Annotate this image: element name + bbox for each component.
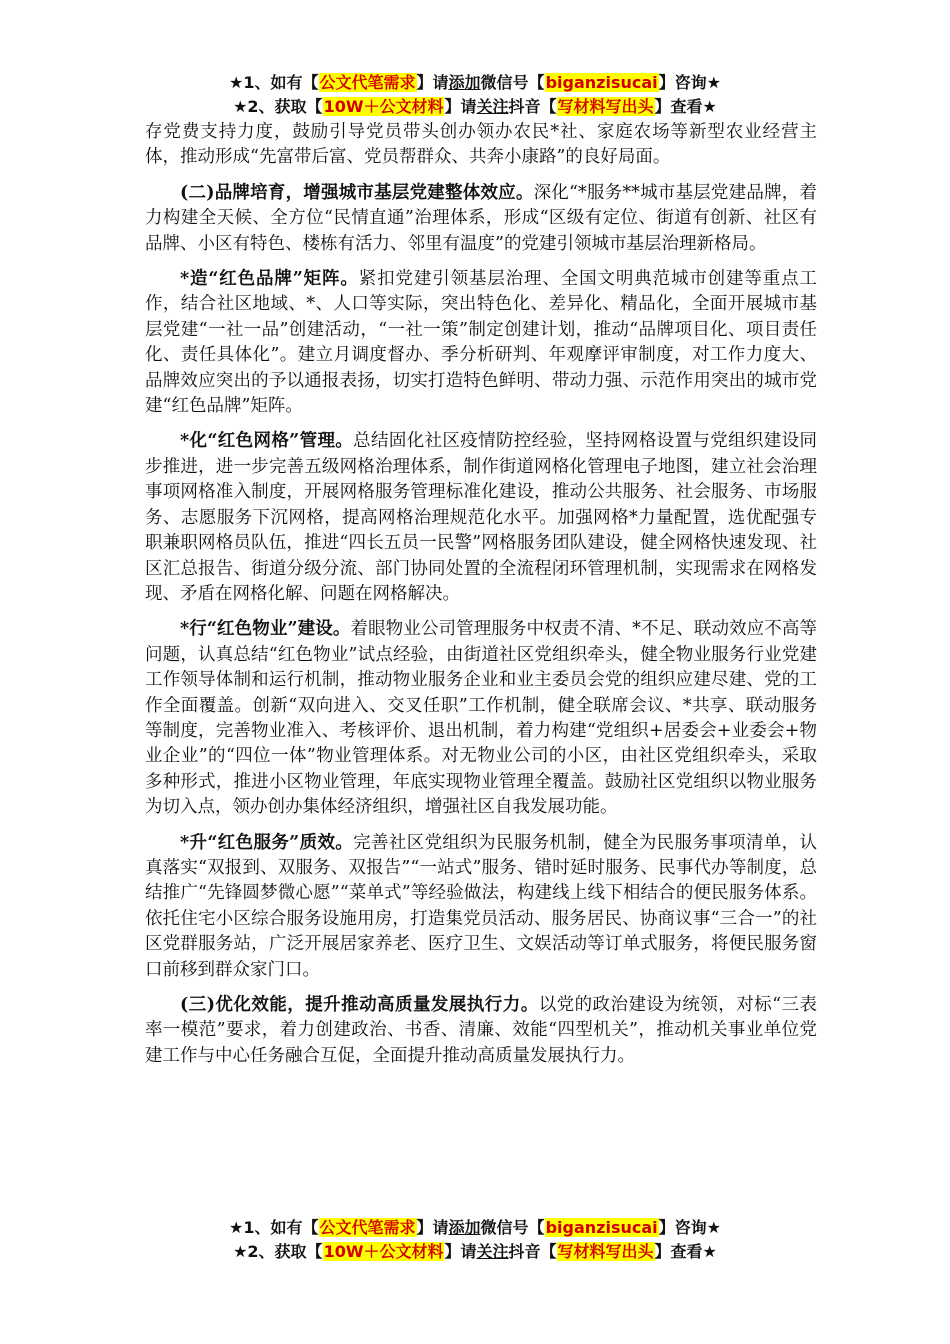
banner-highlight: 写材料写出头	[557, 97, 654, 116]
paragraph-heading: (三)优化效能，提升推动高质量发展执行力。	[180, 995, 539, 1015]
paragraph-heading: *化“红色网格”管理。	[180, 431, 354, 452]
paragraph-heading: *造“红色品牌”矩阵。	[180, 269, 359, 290]
banner-text: 】请	[444, 97, 477, 116]
banner-underlined: 添加	[448, 1218, 481, 1237]
banner-text: 】查看★	[654, 1242, 717, 1261]
paragraph-heading: (二)品牌培育，增强城市基层党建整体效应。	[180, 182, 534, 203]
banner-text: 微信号【	[480, 1218, 545, 1237]
header-banner	[0, 71, 950, 119]
paragraph-body: 以党的政治建设为统领，对标“三表率一模范”要求，着力创建政治、书香、清廉、效能“四型机关”，推动机关事业单位党建工作与中心任务融合互促，全面提升推动高质量发展执行力。	[145, 995, 818, 1066]
banner-highlight: biganzisucai	[545, 1218, 658, 1237]
paragraph-body: 总结固化社区疫情防控经验，坚持网格设置与党组织建设同步推进，进一步完善五级网格治理体系，制作街道网格化管理电子地图，建立社会治理事项网格准入制度，开展网格服务管理标准化建设，推动公共服务、社会服务、市场服务、志愿服务下沉网格，提高网格治理规范化水平。加强网格*力量配置，选优配强专职兼职网格员队伍，推进“四长五员一民警”网格服务团队建设，健全网格快速发现、社区汇总报告、街道分级分流、部门协同处置的全流程闭环管理机制，实现需求在网格发现、矛盾在网格化解、问题在网格解决。	[145, 431, 817, 604]
banner-text: 】咨询★	[658, 73, 721, 92]
banner-text: 】咨询★	[658, 1218, 721, 1237]
banner-underlined: 添加	[448, 73, 481, 92]
banner-line-2	[0, 1240, 950, 1264]
paragraph	[145, 617, 817, 820]
banner-highlight: 10W＋公文材料	[323, 1242, 444, 1261]
banner-text: 】请	[416, 73, 449, 92]
banner-highlight: 写材料写出头	[557, 1242, 654, 1261]
banner-text: ★1、如有【	[229, 73, 319, 92]
paragraph	[145, 181, 817, 257]
banner-text: 】请	[416, 1218, 449, 1237]
banner-highlight: biganzisucai	[545, 73, 658, 92]
banner-text: 抖音【	[508, 1242, 557, 1261]
banner-highlight: 公文代笔需求	[319, 73, 416, 92]
banner-text: ★2、获取【	[233, 97, 323, 116]
banner-underlined: 关注	[476, 1242, 509, 1261]
paragraph	[145, 993, 817, 1069]
paragraph-body: 紧扣党建引领基层治理、全国文明典范城市创建等重点工作，结合社区地域、*、人口等实际，突出特色化、差异化、精品化，全面开展城市基层党建“一社一品”创建活动，“一社一策”制定创建计划，推动“品牌项目化、项目责任化、责任具体化”。建立月调度督办、季分析研判、年观摩评审制度，对工作力度大、品牌效应突出的予以通报表扬，切实打造特色鲜明、带动力强、示范作用突出的城市党建“红色品牌”矩阵。	[145, 269, 817, 417]
paragraph-body: 着眼物业公司管理服务中权责不清、*不足、联动效应不高等问题，认真总结“红色物业”试点经验，由街道社区党组织牵头，健全物业服务行业党建工作领导体制和运行机制，推动物业服务企业和业主委员会党的组织应建尽建、党的工作全面覆盖。创新“双向进入、交叉任职”工作机制，健全联席会议、*共享、联动服务等制度，完善物业准入、考核评价、退出机制，着力构建“党组织+居委会+业委会+物业企业”的“四位一体”物业管理体系。对无物业公司的小区，由社区党组织牵头，采取多种形式，推进小区物业管理，年底实现物业管理全覆盖。鼓励社区党组织以物业服务为切入点，领办创办集体经济组织，增强社区自我发展功能。	[145, 619, 817, 818]
paragraph	[145, 267, 817, 419]
banner-underlined: 关注	[476, 97, 509, 116]
banner-text: 微信号【	[480, 73, 545, 92]
paragraph-heading: *升“红色服务”质效。	[180, 832, 354, 853]
footer-banner	[0, 1216, 950, 1264]
banner-text: 抖音【	[508, 97, 557, 116]
paragraph-body: 存党费支持力度，鼓励引导党员带头创办领办农民*社、家庭农场等新型农业经营主体，推动形成“先富带后富、党员帮群众、共奔小康路”的良好局面。	[145, 122, 817, 168]
banner-line-1	[0, 71, 950, 95]
banner-highlight: 公文代笔需求	[319, 1218, 416, 1237]
banner-text: 】查看★	[654, 97, 717, 116]
paragraph-heading: *行“红色物业”建设。	[180, 619, 351, 640]
paragraph	[145, 831, 817, 983]
paragraph	[145, 429, 817, 607]
banner-line-1	[0, 1216, 950, 1240]
paragraph-body: 深化“*服务**城市基层党建品牌，着力构建全天候、全方位“民情直通”治理体系，形成“区级有定位、街道有创新、社区有品牌、小区有特色、楼栋有活力、邻里有温度”的党建引领城市基层治理新格局。	[145, 182, 817, 254]
paragraph	[145, 120, 817, 171]
banner-highlight: 10W＋公文材料	[323, 97, 444, 116]
banner-text: ★2、获取【	[233, 1242, 323, 1261]
banner-text: 】请	[444, 1242, 477, 1261]
document-body	[145, 120, 817, 1079]
banner-text: ★1、如有【	[229, 1218, 319, 1237]
banner-line-2	[0, 95, 950, 119]
paragraph-body: 完善社区党组织为民服务机制，健全为民服务事项清单，认真落实“双报到、双服务、双报告”“一站式”服务、错时延时服务、民事代办等制度，总结推广“先锋圆梦微心愿”“菜单式”等经验做法，构建线上线下相结合的便民服务体系。依托住宅小区综合服务设施用房，打造集党员活动、服务居民、协商议事“三合一”的社区党群服务站，广泛开展居家养老、医疗卫生、文娱活动等订单式服务，将便民服务窗口前移到群众家门口。	[145, 832, 817, 980]
